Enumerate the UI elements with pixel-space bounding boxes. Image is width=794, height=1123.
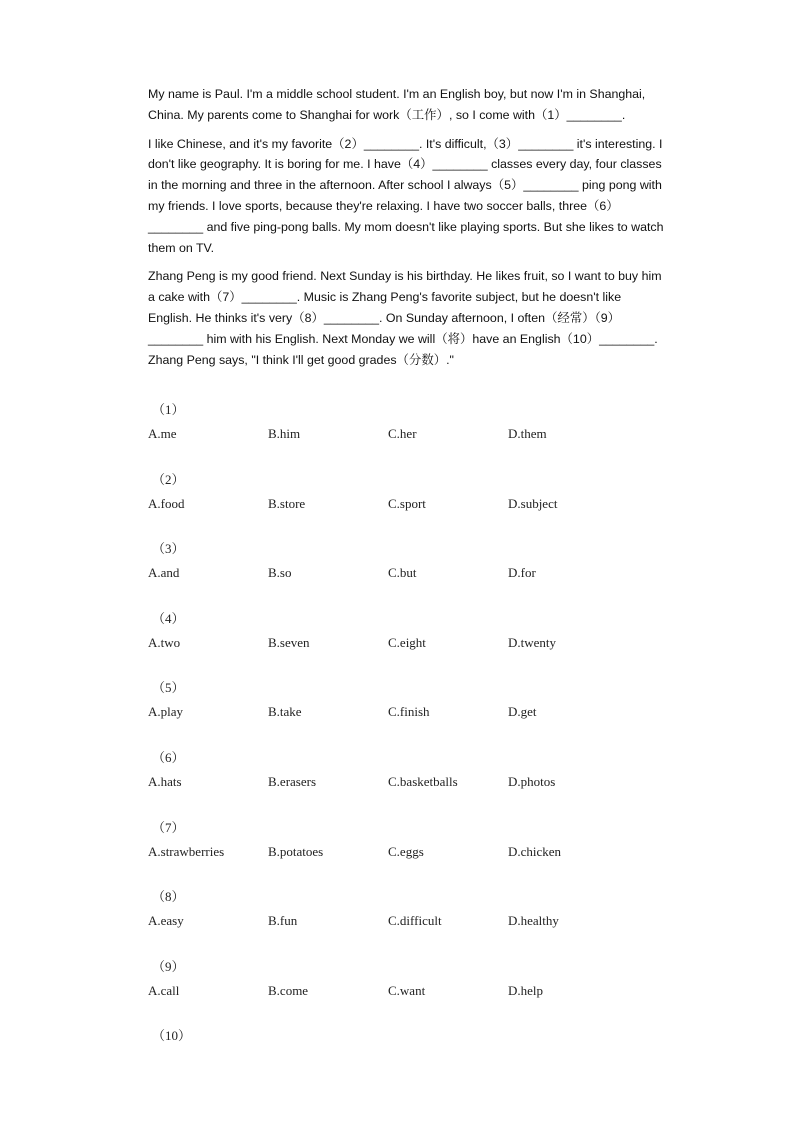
passage-paragraph-3: Zhang Peng is my good friend. Next Sunday is his birthday. He likes fruit, so I want to buy him a cake with（7）________. Music is Zhang Peng's favorite subject, but he doesn't like English. He thinks it's very（8）________. On Sunday afternoon, I often（经常）（9）________ him with his English. Next Monday we will（将）have an English（10）________. Zhang Peng says, "I think I'll get good grades（分数）." [148,269,662,367]
answer-option[interactable]: B.come [268,982,309,998]
question-number: （2） [152,471,185,487]
answer-option[interactable]: B.seven [268,634,310,650]
answer-option[interactable]: A.call [148,982,180,998]
answer-option[interactable]: B.take [268,704,302,720]
answer-option[interactable]: A.and [148,565,180,581]
answer-option[interactable]: D.get [508,704,537,720]
answer-option[interactable]: B.potatoes [268,843,324,859]
question-item [148,816,668,864]
answer-option[interactable]: A.play [148,704,184,720]
answer-option[interactable]: C.eight [388,634,426,650]
answer-option[interactable]: B.fun [268,913,298,929]
question-number: （3） [152,541,185,557]
question-item [148,537,668,585]
answer-option[interactable]: D.them [508,426,547,441]
answer-option[interactable]: D.photos [508,774,556,789]
answer-option[interactable]: B.him [268,426,301,441]
answer-option[interactable]: A.food [148,495,185,511]
question-item [148,398,668,446]
passage-paragraph-2: I like Chinese, and it's my favorite（2）________. It's difficult,（3）________ it's interesting. I don't like geography. It is boring for me. I have（4）________ classes every day, four classes in the morning and three in the afternoon. After school I always（5）________ ping pong with my friends. I love sports, because they're relaxing. I have two soccer balls, three（6）________ and five ping-pong balls. My mom doesn't like playing sports. But she likes to watch them on TV. [148,136,664,255]
question-number: （6） [152,750,185,765]
answer-option[interactable]: C.sport [388,495,426,511]
question-number: （4） [152,610,185,626]
answer-option[interactable]: D.subject [508,495,558,511]
question-number: （7） [152,819,185,835]
option-row [148,631,668,655]
answer-option[interactable]: C.her [388,426,417,441]
option-row [148,700,668,724]
question-number: （8） [152,889,185,905]
passage-paragraph-1: My name is Paul. I'm a middle school student. I'm an English boy, but now I'm in Shanghai, China. My parents come to Shanghai for work（工作）, so I come with（1）________. [148,87,646,122]
answer-option[interactable]: A.strawberries [148,843,225,859]
option-row [148,422,668,446]
question-number: （9） [152,958,185,974]
question-item [148,746,668,794]
answer-option[interactable]: B.so [268,565,292,581]
answer-option[interactable]: D.for [508,565,536,581]
answer-option[interactable]: A.two [148,634,181,650]
answer-option[interactable]: B.erasers [268,774,317,789]
answer-option[interactable]: A.easy [148,913,184,929]
answer-option[interactable]: C.want [388,982,426,998]
question-item [148,468,668,516]
answer-option[interactable]: D.twenty [508,634,557,650]
question-item [148,955,668,1003]
question-number: （5） [152,680,185,696]
question-number: （1） [152,402,185,417]
option-row [148,909,668,933]
option-row [148,492,668,516]
option-row [148,979,668,1003]
answer-option[interactable]: A.me [148,426,177,441]
question-item [148,1024,668,1048]
answer-option[interactable]: D.chicken [508,843,562,859]
reading-passage [148,84,668,378]
question-item [148,607,668,655]
answer-option[interactable]: C.basketballs [388,774,458,789]
answer-option[interactable]: C.but [388,565,417,581]
question-item [148,676,668,724]
answer-option[interactable]: B.store [268,495,306,511]
question-number: （10） [152,1028,192,1044]
answer-option[interactable]: D.healthy [508,913,559,929]
question-item [148,885,668,933]
option-row [148,770,668,794]
answer-option[interactable]: C.eggs [388,843,424,859]
answer-option[interactable]: D.help [508,982,544,998]
option-row [148,840,668,864]
answer-option[interactable]: C.finish [388,704,430,720]
option-row [148,561,668,585]
answer-option[interactable]: A.hats [148,774,182,789]
answer-option[interactable]: C.difficult [388,913,442,929]
